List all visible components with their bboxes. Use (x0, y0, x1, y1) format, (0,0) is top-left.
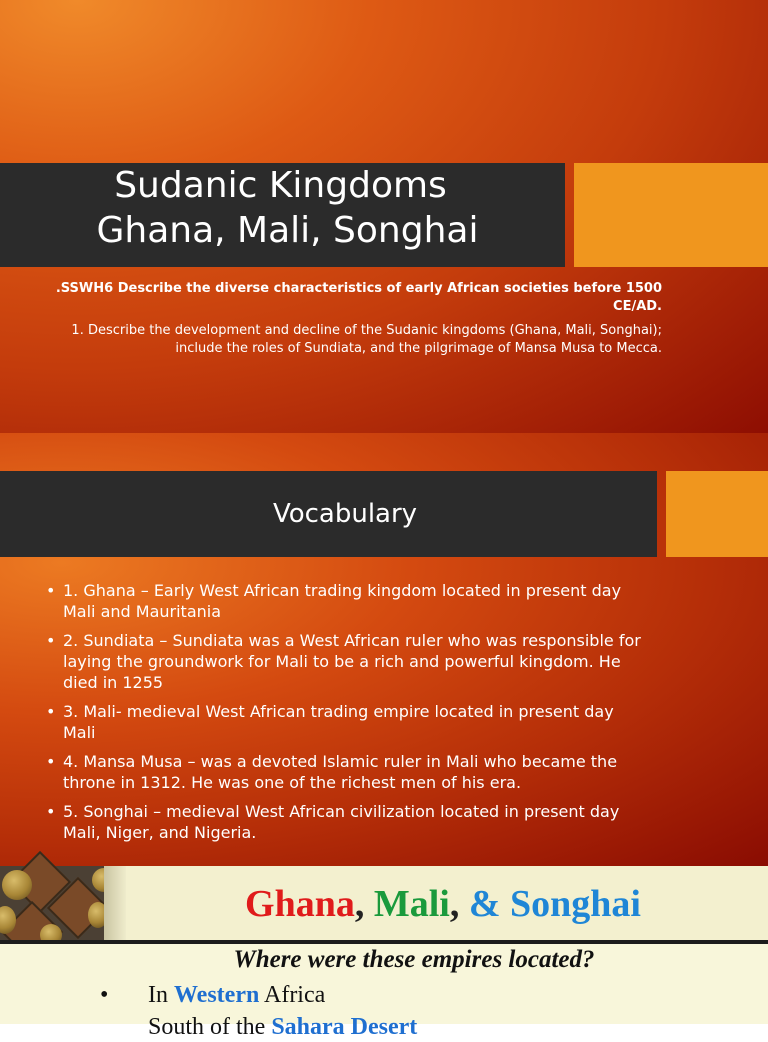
coins-image (0, 866, 118, 946)
location-bullet: South of the Sahara Desert (148, 1014, 418, 1040)
vocab-item: • 2. Sundiata – Sundiata was a West African ruler who was responsible for laying the groundwork for Mali to be a rich and powerful kingdom. He died in 1255 (46, 631, 641, 692)
vocab-title: Vocabulary (272, 499, 418, 529)
vocab-item: • 5. Songhai – medieval West African civilization located in present day Mali, Niger, and Nigeria. (46, 802, 620, 842)
vocab-item: • 1. Ghana – Early West African trading kingdom located in present day Mali and Mauritania (46, 581, 622, 621)
bullet-icon: • (46, 702, 56, 721)
slide-title-line2: Ghana, Mali, Songhai (96, 210, 479, 251)
vocab-item: • 4. Mansa Musa – was a devoted Islamic ruler in Mali who became the throne in 1312. He was one of the richest men of his era. (46, 752, 618, 792)
bullet-icon: • (46, 631, 56, 650)
vocab-item: • 3. Mali- medieval West African trading empire located in present day Mali (46, 702, 614, 742)
location-bullet: • In Western Africa (100, 982, 326, 1008)
bullet-icon: • (46, 581, 56, 600)
slide-title-line1: Sudanic Kingdoms (114, 165, 447, 206)
title-accent-block (574, 163, 768, 267)
bullet-icon: • (46, 802, 56, 821)
standard-item: 1. Describe the development and decline of the Sudanic kingdoms (Ghana, Mali, Songhai); include the roles of Sundiata, and the pilgrimage of Mansa Musa to Mecca. (71, 323, 662, 356)
slide-empires-location (0, 866, 768, 1040)
vocab-list (42, 580, 642, 851)
location-question: Where were these empires located? (233, 946, 595, 973)
bullet-icon: • (46, 752, 56, 771)
bullet-icon: • (100, 982, 109, 1008)
coin-icon (2, 870, 32, 900)
empires-title: Ghana, Mali, & Songhai (245, 883, 641, 925)
slide-title (0, 0, 768, 433)
standard-heading: .SSWH6 Describe the diverse characteristics of early African societies before 1500 CE/AD. (55, 281, 662, 314)
